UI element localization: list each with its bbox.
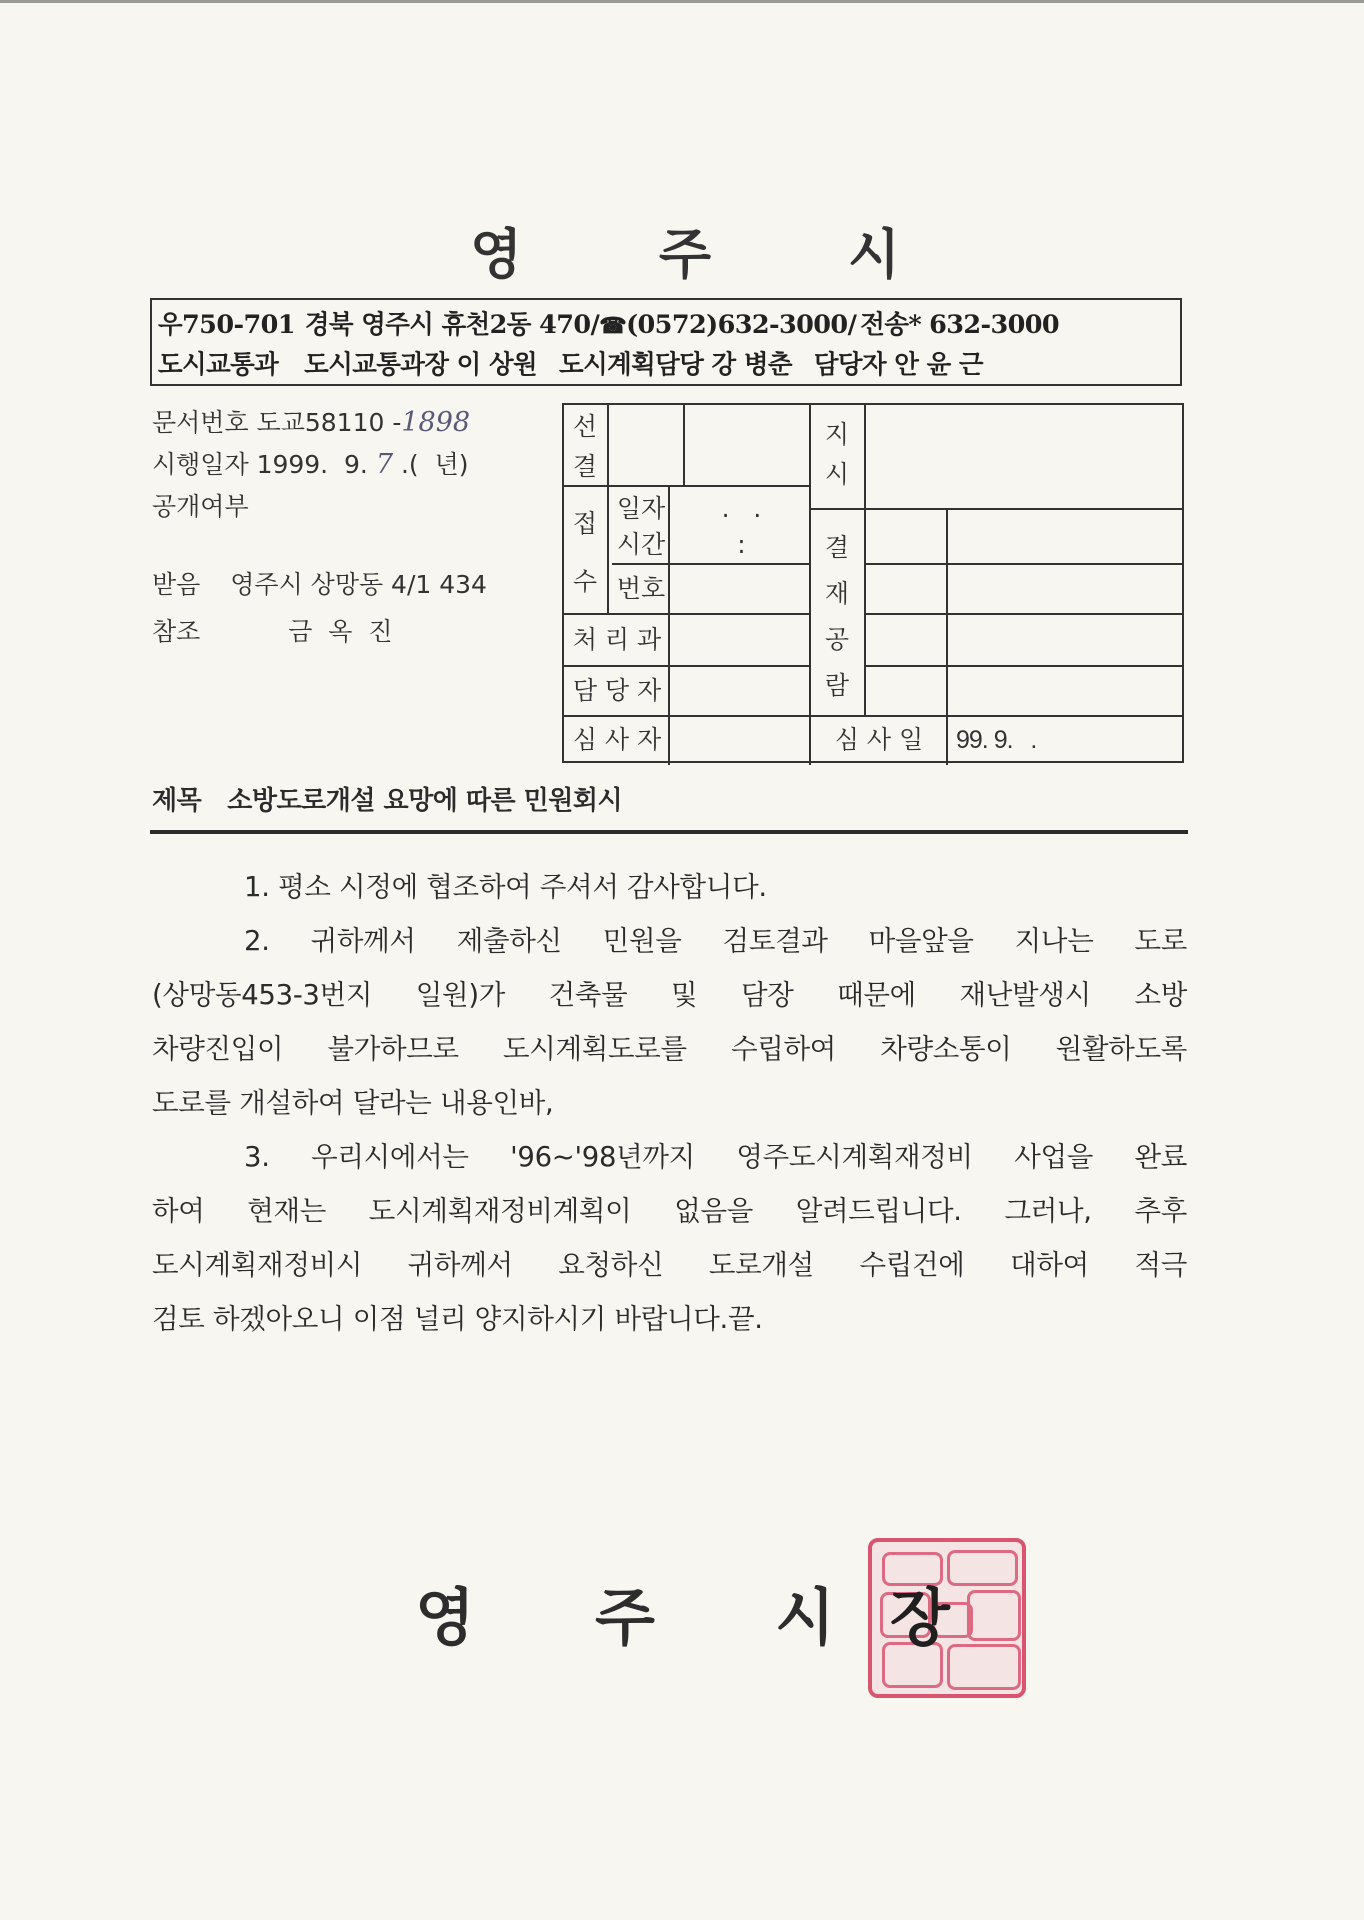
instruction-char: 시	[824, 460, 850, 489]
approval-review-char: 재	[824, 579, 850, 608]
body-paragraph-3-line: 검토 하겠아오니 이점 널리 양지하시기 바랍니다.끝.	[152, 1303, 763, 1335]
body-paragraph-2-line: 2. 귀하께서 제출하신 민원을 검토결과 마을앞을 지나는 도로	[244, 925, 1187, 957]
doc-number: 도교58110 -	[256, 408, 402, 437]
table-line	[607, 405, 609, 613]
sender-officials-line	[158, 346, 1180, 386]
organization-title	[470, 212, 900, 289]
review-date-label: 심 사 일	[834, 725, 924, 754]
approval-review-label	[822, 525, 852, 709]
recipient: 영주시 상망동 4/1 434	[230, 570, 487, 599]
approval-table	[562, 403, 1184, 763]
receipt-label	[570, 495, 600, 611]
body-paragraph-2-line: (상망동453-3번지 일원)가 건축물 및 담장 때문에 재난발생시 소방	[152, 979, 1187, 1011]
signature-last-char: 장	[890, 1581, 950, 1654]
body-paragraph-3-line: 하여 현재는 도시계획재정비계획이 없음을 알려드립니다. 그러나, 추후	[152, 1195, 1187, 1227]
signature-char: 주	[595, 1581, 655, 1654]
body-paragraph-1: 1. 평소 시정에 협조하여 주셔서 감사합니다.	[244, 871, 767, 903]
number-label: 번호	[616, 574, 666, 603]
table-line	[809, 405, 811, 765]
body-paragraph-3-line: 도시계획재정비시 귀하께서 요청하신 도로개설 수립건에 대하여 적극	[152, 1249, 1187, 1281]
disclosure-label: 공개여부	[152, 492, 249, 521]
table-line	[564, 485, 809, 487]
sender-address-line	[158, 306, 1180, 346]
table-line	[946, 508, 948, 765]
sender-info-box	[150, 298, 1182, 386]
subject-label: 제목	[152, 786, 202, 816]
signature-char: 시	[775, 1581, 835, 1654]
planning-lead: 도시계획담당 강 병춘	[559, 350, 792, 380]
exec-date: 1999. 9.	[256, 450, 368, 479]
fax-label: 전송*	[860, 310, 922, 340]
approval-review-char: 결	[824, 533, 850, 562]
approval-review-char: 람	[824, 671, 850, 700]
receipt-char: 수	[572, 567, 598, 596]
subject-divider	[150, 830, 1188, 834]
date-label: 일자	[616, 494, 666, 523]
officer-label: 담 당 자	[572, 676, 662, 705]
page-top-edge	[0, 0, 1364, 3]
doc-number-label: 문서번호	[152, 408, 249, 437]
exec-date-suffix: .( 년)	[400, 450, 469, 479]
table-line	[864, 613, 1184, 615]
receipt-date-value: . .	[721, 494, 762, 523]
body-paragraph-3-line: 3. 우리시에서는 '96~'98년까지 영주도시계획재정비 사업을 완료	[244, 1141, 1187, 1173]
department: 도시교통과	[158, 350, 279, 380]
body-paragraph-2-line: 차량진입이 불가하므로 도시계획도로를 수립하여 차량소통이 원활하도록	[152, 1033, 1187, 1065]
signature-char: 영	[415, 1581, 475, 1654]
receipt-char: 접	[572, 509, 598, 538]
document-body	[152, 860, 1187, 1360]
table-line	[864, 665, 1184, 667]
phone-number: (0572)632-3000/	[626, 310, 857, 340]
reviewer-label: 심 사 자	[572, 725, 662, 754]
signature-name	[415, 1568, 835, 1657]
time-label: 시간	[616, 530, 666, 559]
org-title-char: 주	[658, 222, 712, 286]
processing-dept-label: 처 리 과	[572, 625, 662, 654]
approval-review-char: 공	[824, 625, 850, 654]
disclosure-row	[152, 487, 249, 523]
org-title-char: 시	[847, 222, 900, 286]
pre-approval-char: 결	[572, 452, 598, 481]
table-line	[864, 405, 866, 715]
table-line	[668, 485, 670, 765]
telephone-icon: ☎	[599, 313, 627, 339]
recipient-label: 받음	[152, 570, 201, 599]
exec-date-label: 시행일자	[152, 450, 249, 479]
fax-number: 632-3000	[929, 310, 1060, 340]
receipt-time-value: :	[737, 530, 746, 559]
department-head: 도시교통과장 이 상원	[304, 350, 538, 380]
reference: 금 옥 진	[288, 617, 393, 646]
exec-date-handwritten: 7	[375, 449, 394, 480]
subject-row	[152, 780, 622, 817]
pre-approval-char: 선	[572, 412, 598, 441]
officer-in-charge: 담당자 안 윤 근	[813, 350, 983, 380]
doc-number-row	[152, 403, 470, 439]
recipient-row	[152, 565, 487, 601]
doc-number-handwritten: 1898	[401, 407, 471, 438]
body-paragraph-2-line: 도로를 개설하여 달라는 내용인바,	[152, 1087, 554, 1119]
table-line	[683, 405, 685, 485]
sender-address: 경북 영주시 휴천2동 470/	[304, 310, 600, 340]
pre-approval-label	[570, 407, 600, 487]
subject-text: 소방도로개설 요망에 따른 민원회시	[227, 786, 623, 816]
instruction-label	[822, 415, 852, 495]
reference-row	[152, 612, 393, 648]
org-title-char: 영	[470, 222, 523, 286]
table-line	[864, 563, 1184, 565]
exec-date-row	[152, 445, 468, 481]
instruction-char: 지	[824, 420, 850, 449]
review-date-value: 99. 9. .	[956, 726, 1037, 754]
postal-code: 우750-701	[158, 310, 295, 340]
reference-label: 참조	[152, 617, 201, 646]
